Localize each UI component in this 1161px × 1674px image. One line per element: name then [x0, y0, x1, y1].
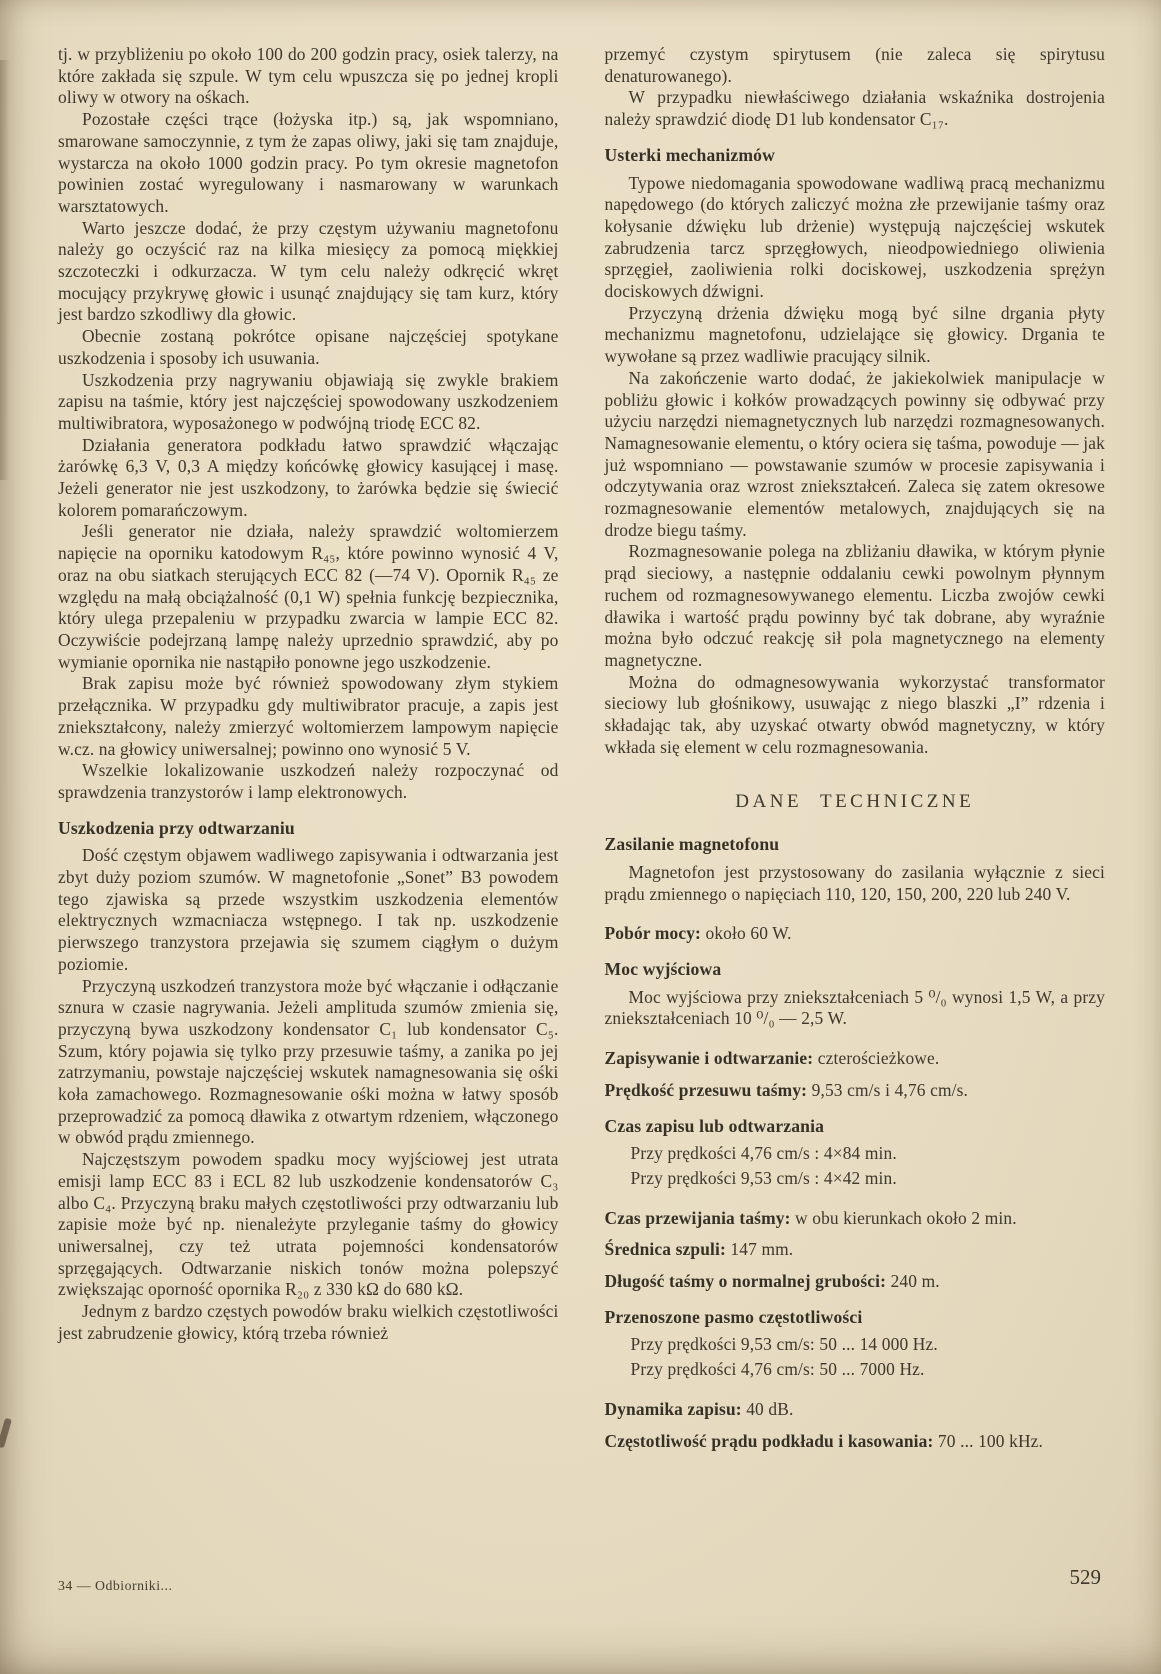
paragraph: przemyć czystym spirytusem (nie zaleca się spirytusu denaturowanego).: [604, 44, 1105, 86]
spec-value: około 60 W.: [705, 923, 792, 944]
paragraph: Warto jeszcze dodać, że przy częstym używaniu magnetofonu należy go oczyścić raz na kilka miesięcy za pomocą miękkiej szczoteczki i odkurzacza. W tym celu należy odkręcić wkręt mocujący przykrywę głowic i usunąć znajdujący się tam kurz, który jest bardzo szkodliwy dla głowic.: [58, 217, 559, 325]
spec-value: czterościeżkowe.: [817, 1048, 940, 1069]
section-heading-dane-techniczne: DANE TECHNICZNE: [735, 790, 975, 812]
section-heading-usterki-mechanizmow: Usterki mechanizmów: [604, 144, 775, 165]
spec-line: Przy prędkości 9,53 cm/s: 50 ... 14 000 Hz.: [630, 1334, 938, 1355]
spec-label: Dynamika zapisu:: [604, 1398, 742, 1419]
spec-label: Długość taśmy o normalnej grubości:: [604, 1271, 887, 1292]
right-column: [605, 44, 1106, 1452]
subheading-zasilanie-magnetofonu: Zasilanie magnetofonu: [604, 834, 780, 855]
subheading-moc-wyjsciowa: Moc wyjściowa: [604, 959, 722, 980]
paragraph: Przyczyną uszkodzeń tranzystora może być włączanie i odłączanie sznura w czasie nagrywania. Jeżeli amplituda szumów zmienia się, przyczyną bywa uszkodzony kondensator C₁ lub kondensator C₅. Szum, który pojawia się tylko przy przesuwie taśmy, a zanika po jej zatrzymaniu, powstaje najczęściej wskutek namagnesowania się ośki koła zamachowego. Rozmagnesowanie ośki można w łatwy sposób przeprowadzić za pomocą dławika z otwartym rdzeniem, włączonego w obwód prądu zmiennego.: [58, 975, 559, 1148]
paragraph: Uszkodzenia przy nagrywaniu objawiają się zwykle brakiem zapisu na taśmie, który jest najczęściej spowodowany uszkodzeniem multiwibratora, wyposażonego w podwójną triodę ECC 82.: [58, 369, 559, 433]
spec-value: 240 m.: [890, 1271, 940, 1292]
paragraph: Na zakończenie warto dodać, że jakiekolwiek manipulacje w pobliżu głowic i kołków prowadzących powinny się odbywać przy użyciu narzędzi niemagnetycznych lub narzędzi rozmagnesowanych. Namagnesowanie elementu, o który ociera się taśma, powoduje — jak już wspomniano — powstawanie szumów w procesie zapisywania i odczytywania oraz wzrost zniekształceń. Zaleca się zatem okresowe rozmagnesowanie elementów metalowych, znajdujących się na drodze biegu taśmy.: [604, 367, 1105, 540]
spec-dlugosc-tasmy: [605, 1271, 1106, 1293]
spec-dynamika-zapisu: [605, 1399, 1106, 1421]
paragraph: Rozmagnesowanie polega na zbliżaniu dławika, w którym płynie prąd sieciowy, a następnie oddalaniu cewki powolnym płynnym ruchem od rozmagnesowywanego elementu. Liczba zwojów cewki dławika i wartość prądu powinny być tak dobrane, aby wyraźnie można było odczuć reakcję sił pola magnetycznego na elementy magnetyczne.: [604, 541, 1105, 670]
paragraph: Brak zapisu może być również spowodowany złym stykiem przełącznika. W przypadku gdy multiwibrator pracuje, a zapis jest zniekształcony, należy zmierzyć woltomierzem lampowym napięcie w.cz. na głowicy uniwersalnej; powinno ono wynosić 5 V.: [58, 673, 559, 759]
paragraph: Przyczyną drżenia dźwięku mogą być silne drgania płyty mechanizmu magnetofonu, udzielające się głowicy. Drgania te wywołane są przez wadliwie pracujący silnik.: [604, 302, 1105, 367]
footer-print-note: 34 — Odbiorniki...: [58, 1578, 173, 1593]
paragraph: Działania generatora podkładu łatwo sprawdzić włączając żarówkę 6,3 V, 0,3 A między końcówkę głowicy kasującej i masę. Jeżeli generator nie jest uszkodzony, to żarówka będzie się świecić kolorem pomarańczowym.: [58, 434, 559, 520]
spec-label: Częstotliwość prądu podkładu i kasowania:: [604, 1430, 934, 1451]
paragraph: Można do odmagnesowywania wykorzystać transformator sieciowy lub głośnikowy, usuwając z niego blaszki „I” rdzenia i składając tak, aby uzyskać otwarty obwód magnetyczny, w który wkłada się element w celu rozmagnesowania.: [604, 671, 1105, 757]
gutter-shadow: [0, 60, 10, 480]
spec-line: Przy prędkości 4,76 cm/s: 50 ... 7000 Hz.: [630, 1359, 925, 1380]
paragraph: Jeśli generator nie działa, należy sprawdzić woltomierzem napięcie na oporniku katodowym R₄₅, które powinno wynosić 4 V, oraz na obu siatkach sterujących ECC 82 (—74 V). Opornik R₄₅ ze względu na małą obciążalność (0,1 W) spełnia funkcję bezpiecznika, który ulega przepaleniu w przypadku zwarcia w lampie ECC 82. Oczywiście podejrzaną lampę należy uprzednio sprawdzić, aby po wymianie opornika nie nastąpiło ponowne jego uszkodzenie.: [58, 521, 559, 672]
spec-value: 9,53 cm/s i 4,76 cm/s.: [811, 1079, 969, 1100]
paragraph: W przypadku niewłaściwego działania wskaźnika dostrojenia należy sprawdzić diodę D1 lub kondensator C₁₇.: [604, 87, 1105, 130]
spec-pobor-mocy: [605, 923, 1106, 945]
paragraph: Dość częstym objawem wadliwego zapisywania i odtwarzania jest zbyt duży poziom szumów. W magnetofonie „Sonet” B3 powodem tego zjawiska są przede wszystkim uszkodzenia elementów elektrycznych wzmacniacza wstępnego. I tak np. uszkodzenie pierwszego tranzystora przejawia się szumem ciągłym o dużym poziomie.: [58, 845, 559, 974]
spec-srednica-szpuli: [605, 1239, 1106, 1261]
paragraph: Jednym z bardzo częstych powodów braku wielkich częstotliwości jest zabrudzenie głowicy, którą trzeba również: [58, 1301, 559, 1343]
spec-czas-przewijania: [605, 1208, 1106, 1230]
subheading-przenoszone-pasmo: Przenoszone pasmo częstotliwości: [604, 1306, 863, 1327]
spec-label: Czas przewijania taśmy:: [604, 1207, 791, 1228]
spec-label: Średnica szpuli:: [604, 1239, 726, 1260]
subheading-czas-zapisu: Czas zapisu lub odtwarzania: [604, 1115, 825, 1136]
spec-czestotliwosc-podkladu: [605, 1431, 1106, 1453]
left-column: [58, 44, 559, 1452]
spec-value: 40 dB.: [746, 1398, 794, 1419]
paragraph: Moc wyjściowa przy zniekształceniach 5 ⁰/₀ wynosi 1,5 W, a przy zniekształceniach 10 ⁰/₀ — 2,5 W.: [604, 986, 1105, 1029]
section-heading-uszkodzenia-przy-odtwarzaniu: Uszkodzenia przy odtwarzaniu: [58, 817, 295, 838]
paragraph: Pozostałe części trące (łożyska itp.) są, jak wspomniano, smarowane samoczynnie, z tym że zapas oliwy, jaki się tam znajduje, wystarcza na około 1000 godzin pracy. Po tym okresie magnetofon powinien zostać wyregulowany i nasmarowany w warunkach warsztatowych.: [58, 109, 559, 216]
page-number: 529: [1069, 1565, 1101, 1589]
paragraph: Obecnie zostaną pokrótce opisane najczęściej spotykane uszkodzenia i sposoby ich usuwania.: [58, 326, 559, 368]
spec-label: Prędkość przesuwu taśmy:: [604, 1079, 808, 1100]
spec-label: Zapisywanie i odtwarzanie:: [604, 1048, 814, 1069]
spec-line: Przy prędkości 9,53 cm/s : 4×42 min.: [630, 1167, 897, 1188]
spec-value: 147 mm.: [730, 1239, 794, 1260]
paragraph: tj. w przybliżeniu po około 100 do 200 godzin pracy, osiek talerzy, na które zakłada się szpule. W tym celu wpuszcza się po jednej kropli oliwy w otwory na ośkach.: [58, 44, 559, 108]
spec-predkosc-przesuwu: [605, 1080, 1106, 1102]
paragraph: Magnetofon jest przystosowany do zasilania wyłącznie z sieci prądu zmiennego o napięciach 110, 120, 150, 200, 220 lub 240 V.: [604, 861, 1105, 904]
spec-zapisywanie-odtwarzanie: [605, 1048, 1106, 1070]
paragraph: Typowe niedomagania spowodowane wadliwą pracą mechanizmu napędowego (do których zaliczyć można złe przewijanie taśmy oraz kołysanie dźwięku lub drżenie) występują najczęściej wskutek zabrudzenia tarcz sprzęgłowych, nieodpowiedniego oliwienia sprzęgieł, zaoliwienia rolki dociskowej, uszkodzenia sprężyn dociskowych dźwigni.: [604, 172, 1105, 302]
spec-label: Pobór mocy:: [604, 923, 701, 944]
spec-value: w obu kierunkach około 2 min.: [795, 1207, 1017, 1228]
paragraph: Najczęstszym powodem spadku mocy wyjściowej jest utrata emisji lamp ECC 83 i ECL 82 lub uszkodzenie kondensatorów C₃ albo C₄. Przyczyną braku małych częstotliwości przy odtwarzaniu lub zapisie może być np. nienależyte przyleganie taśmy do głowicy uniwersalnej, czy też utrata pojemności kondensatorów sprzęgających. Odtwarzanie niskich tonów można polepszyć zwiększając oporność opornika R₂₀ z 330 kΩ do 680 kΩ.: [58, 1149, 559, 1300]
spec-line: Przy prędkości 4,76 cm/s : 4×84 min.: [630, 1143, 897, 1164]
spec-value: 70 ... 100 kHz.: [937, 1430, 1044, 1451]
paragraph: Wszelkie lokalizowanie uszkodzeń należy rozpoczynać od sprawdzenia tranzystorów i lamp elektronowych.: [58, 760, 559, 802]
